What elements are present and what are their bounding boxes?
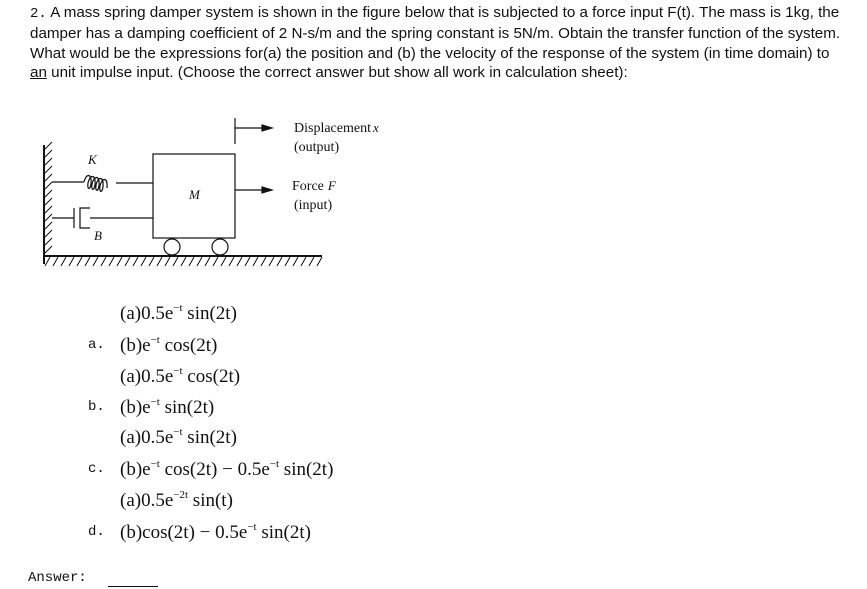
spring-label: K xyxy=(88,152,97,167)
question-text xyxy=(30,3,850,83)
choice-a-velocity: $(b)e^{-t}$ cos(2t) xyxy=(120,334,218,356)
damper-label: B xyxy=(94,228,102,243)
choice-d-position: $(a)0.5e^{-2t}$ sin(t) xyxy=(120,489,233,511)
answer-label: Answer: xyxy=(28,570,87,586)
displacement-output: (output) xyxy=(294,140,340,155)
question-number: 2. xyxy=(30,6,47,22)
choice-c-letter[interactable]: c. xyxy=(88,461,105,477)
choice-c-position: $(a)0.5e^{-t}$ sin(2t) xyxy=(120,426,237,448)
answer-input[interactable] xyxy=(108,586,158,587)
spring xyxy=(52,175,153,191)
choice-a-position: $(a)0.5e^{-t}$ sin(2t) xyxy=(120,302,237,324)
choice-b-position: $(a)0.5e^{-t}$ cos(2t) xyxy=(120,365,241,387)
choice-d-letter[interactable]: d. xyxy=(88,524,105,540)
displacement-label: Displacement x xyxy=(294,120,379,136)
wheel xyxy=(164,239,180,255)
force-label: Force F xyxy=(292,178,336,194)
question-body-end: unit impulse input. (Choose the correct answer but show all work in calculation sheet): xyxy=(51,64,628,82)
an-link[interactable]: an xyxy=(30,64,47,82)
choice-a-letter[interactable]: a. xyxy=(88,337,105,353)
damper xyxy=(52,208,153,228)
choice-b-velocity: $(b)e^{-t}$ sin(2t) xyxy=(120,396,215,418)
choice-b-letter[interactable]: b. xyxy=(88,399,105,415)
mass-spring-damper-figure xyxy=(0,100,420,280)
force-arrow xyxy=(235,187,272,193)
question-body: A mass spring damper system is shown in the figure below that is subjected to a force input F(t). The mass is 1kg, the damper has a damping coefficient of 2 N-s/m and the spring constant is 5N/m. Obtain the transfer function of the system. What would be the expressions for(a) the position and (b) the velocity of the response of the system (in time domain) to xyxy=(30,4,841,62)
choice-c-velocity: $(b)e^{-t}$ $\cos(2t) - 0.5e^{-t}$ sin(2t) xyxy=(120,458,334,480)
displacement-arrow xyxy=(235,118,272,144)
force-input: (input) xyxy=(294,198,333,213)
wheel xyxy=(212,239,228,255)
choice-d-velocity: $(b)\cos(2t) - 0.5e^{-t}$ sin(2t) xyxy=(120,521,311,543)
mass-label: M xyxy=(189,187,200,202)
